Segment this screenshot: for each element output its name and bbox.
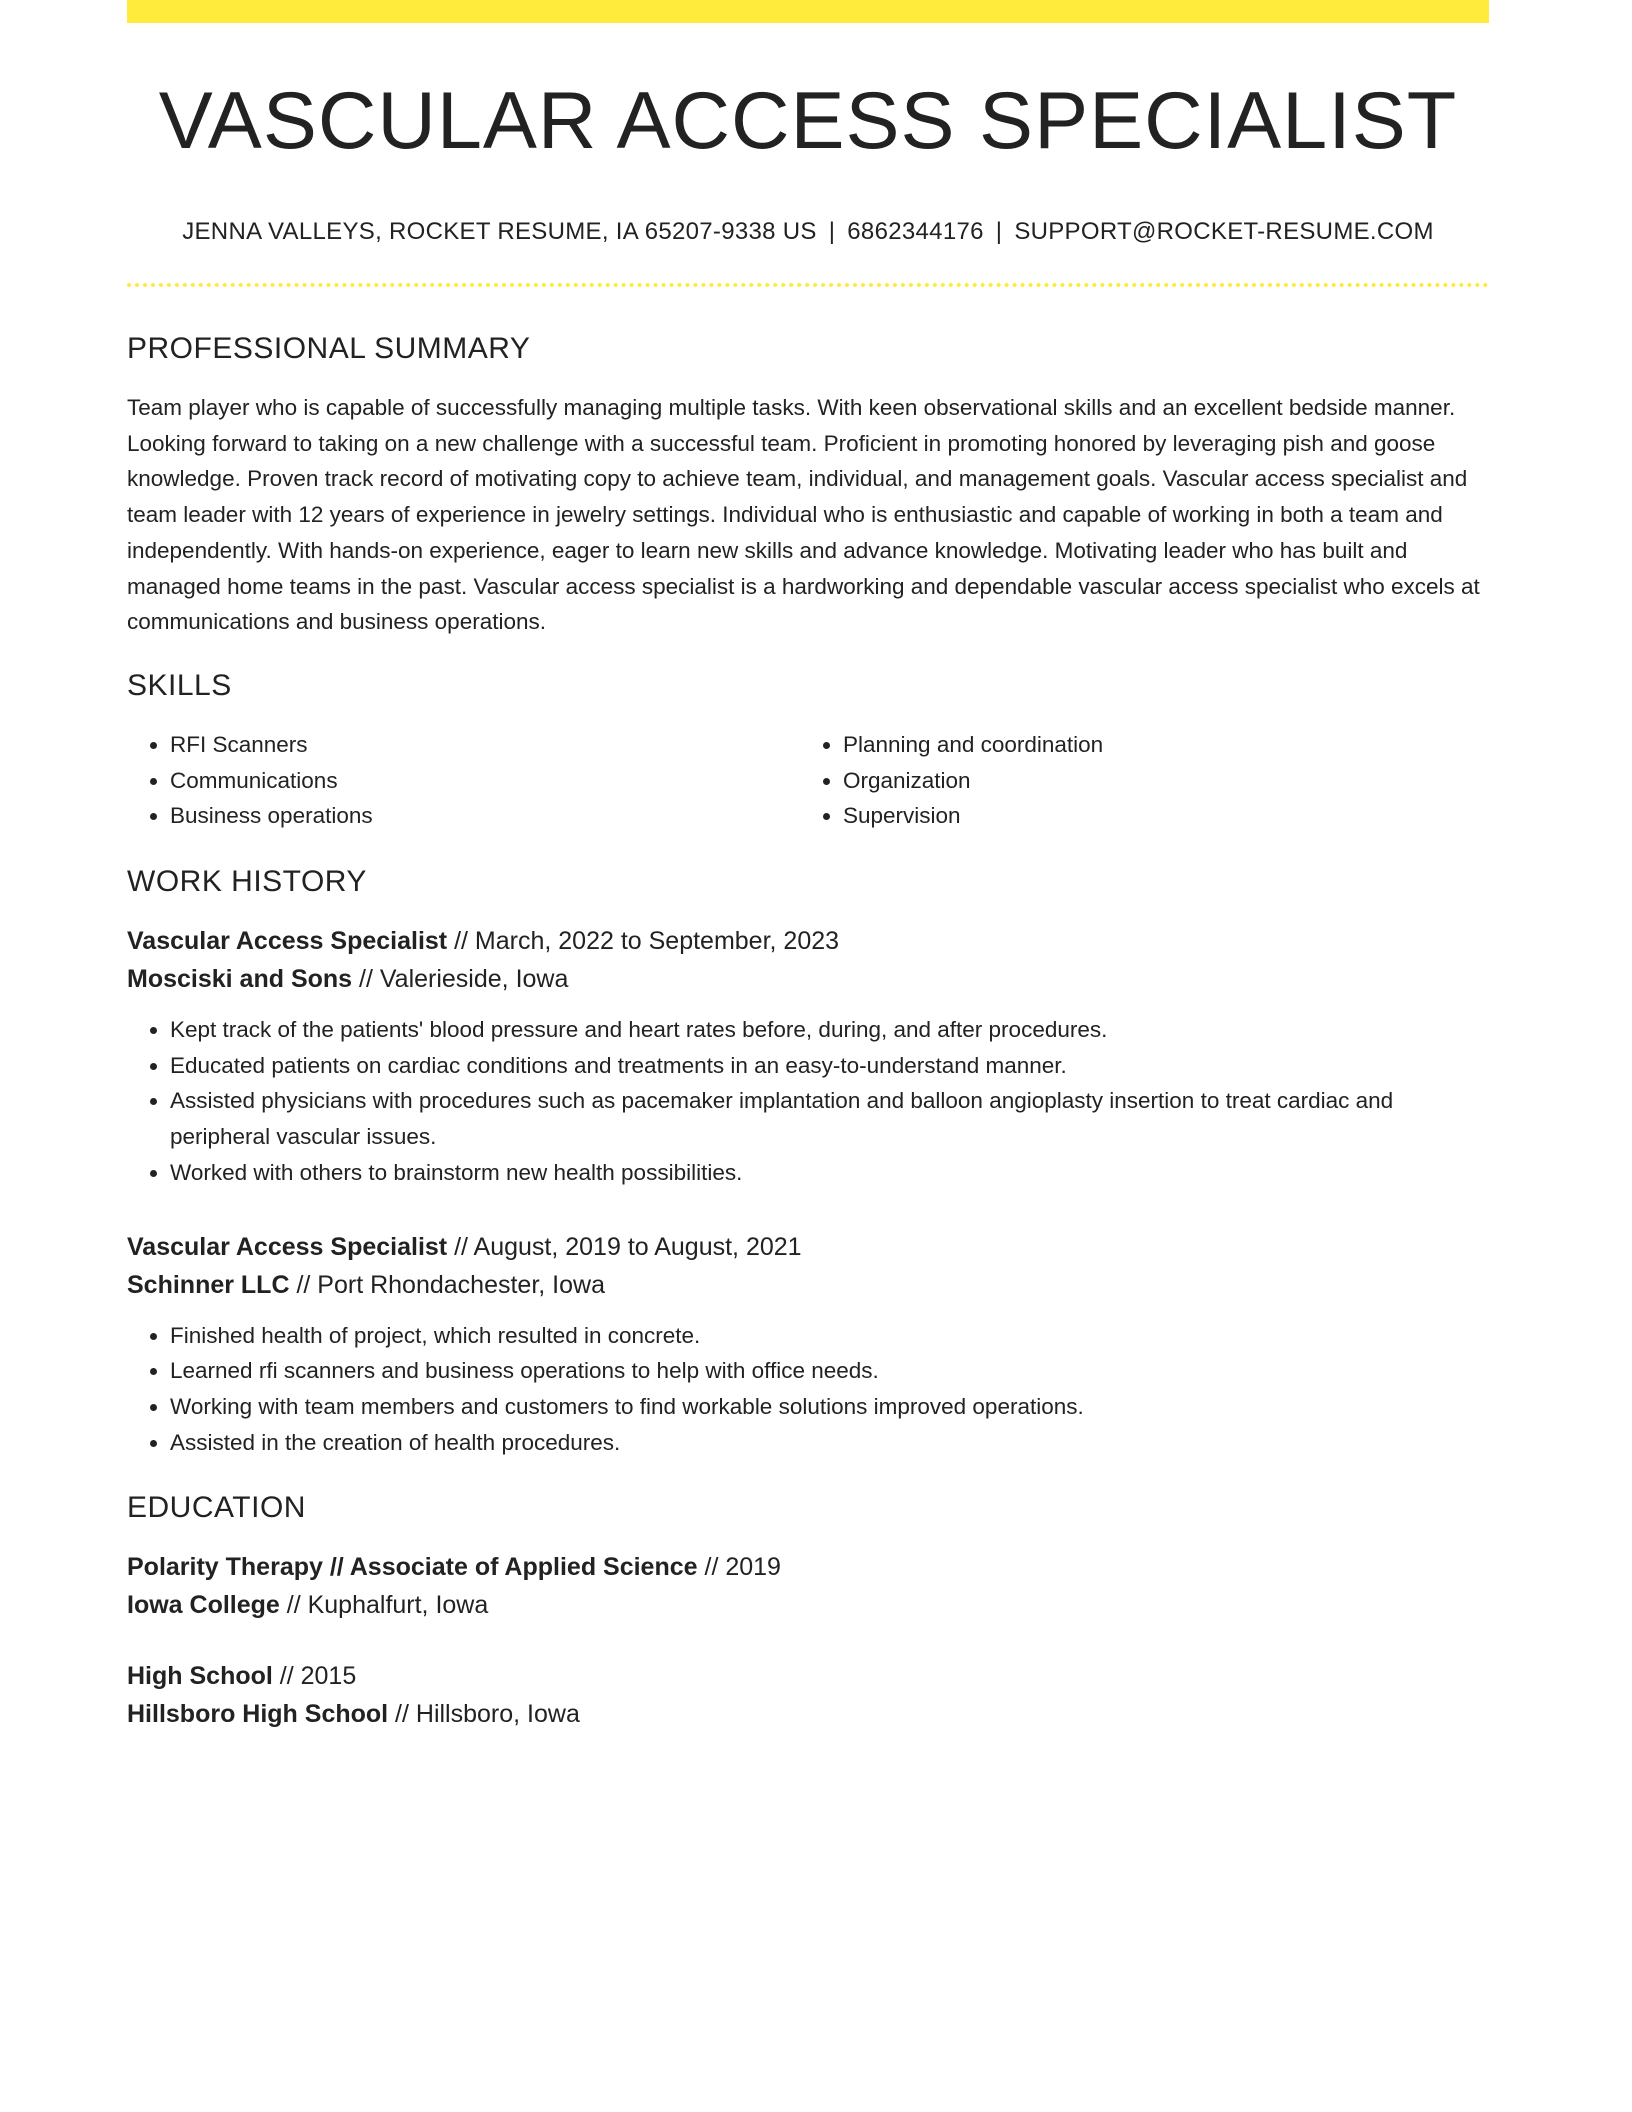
edu-location: // Kuphalfurt, Iowa — [279, 1591, 489, 1620]
edu-degree: Polarity Therapy // Associate of Applied Science — [127, 1553, 698, 1582]
job-title-line — [127, 922, 1489, 960]
job-bullets — [127, 1318, 1489, 1461]
edu-location: // Hillsboro, Iowa — [388, 1700, 580, 1729]
accent-top-bar — [127, 0, 1489, 23]
contact-phone: 6862344176 — [847, 218, 984, 245]
edu-degree-line — [127, 1548, 1489, 1586]
contact-separator: | — [995, 218, 1003, 245]
job-entry — [127, 922, 1489, 1191]
skills-column-left — [127, 727, 800, 834]
skills-list — [127, 727, 1489, 834]
job-title-line — [127, 1228, 1489, 1266]
job-bullet: • Worked with others to brainstorm new health possibilities. — [170, 1155, 1489, 1191]
education-heading: EDUCATION — [127, 1491, 306, 1525]
job-bullet: • Learned rfi scanners and business operations to help with office needs. — [170, 1353, 1489, 1389]
skill-item: • RFI Scanners — [170, 727, 800, 763]
edu-degree: High School — [127, 1662, 273, 1691]
resume-page — [127, 0, 1489, 1733]
summary-heading: PROFESSIONAL SUMMARY — [127, 332, 531, 365]
skill-item: • Communications — [170, 763, 800, 799]
contact-address: JENNA VALLEYS, ROCKET RESUME, IA 65207-9338 US — [182, 218, 817, 245]
job-location: // Valerieside, Iowa — [352, 965, 569, 994]
resume-title: VASCULAR ACCESS SPECIALIST — [158, 76, 1458, 166]
job-bullet: • Assisted in the creation of health procedures. — [170, 1425, 1489, 1461]
education-entry — [127, 1548, 1489, 1624]
skill-item: • Planning and coordination — [843, 727, 1473, 763]
edu-school-line — [127, 1586, 1489, 1624]
job-company-line — [127, 1266, 1489, 1304]
job-company-line — [127, 960, 1489, 998]
work-history-heading: WORK HISTORY — [127, 865, 367, 899]
job-location: // Port Rhondachester, Iowa — [289, 1270, 605, 1299]
job-bullets — [127, 1012, 1489, 1191]
job-company: Schinner LLC — [127, 1270, 290, 1299]
contact-separator: | — [828, 218, 836, 245]
job-bullet: • Finished health of project, which resulted in concrete. — [170, 1318, 1489, 1354]
job-bullet: • Kept track of the patients' blood pressure and heart rates before, during, and after procedures. — [170, 1012, 1489, 1048]
skill-item: • Organization — [843, 763, 1473, 799]
job-company: Mosciski and Sons — [127, 965, 353, 994]
job-bullet: • Working with team members and customers to find workable solutions improved operations. — [170, 1389, 1489, 1425]
education-entry — [127, 1657, 1489, 1733]
dotted-divider — [127, 283, 1489, 287]
edu-school-line — [127, 1695, 1489, 1733]
skill-item: • Business operations — [170, 798, 800, 834]
job-dates: // March, 2022 to September, 2023 — [447, 927, 840, 956]
edu-degree-line — [127, 1657, 1489, 1695]
skills-column-right — [800, 727, 1473, 834]
skills-heading: SKILLS — [127, 668, 232, 702]
contact-line — [127, 218, 1489, 246]
summary-text: Team player who is capable of successfully managing multiple tasks. With keen observational skills and an excellent bedside manner. Looking forward to taking on a new challenge with a successful team. Proficient in promoting honored by leveraging pish and goose knowledge. Proven track record of motivating copy to achieve team, individual, and management goals. Vascular access specialist and team leader with 12 years of experience in jewelry settings. Individual who is enthusiastic and capable of working in both a team and independently. With hands-on experience, eager to learn new skills and advance knowledge. Motivating leader who has built and managed home teams in the past. Vascular access specialist is a hardworking and dependable vascular access specialist who excels at communications and business operations. — [127, 395, 1480, 635]
edu-year: // 2019 — [697, 1553, 781, 1582]
edu-school: Hillsboro High School — [127, 1700, 389, 1729]
contact-email: SUPPORT@ROCKET-RESUME.COM — [1014, 218, 1434, 245]
job-bullet: • Assisted physicians with procedures such as pacemaker implantation and balloon angioplasty insertion to treat cardiac and peripheral vascular issues. — [170, 1083, 1489, 1154]
skill-item: • Supervision — [843, 798, 1473, 834]
job-dates: // August, 2019 to August, 2021 — [447, 1232, 802, 1261]
job-bullet: • Educated patients on cardiac conditions and treatments in an easy-to-understand manner. — [170, 1048, 1489, 1084]
job-title: Vascular Access Specialist — [127, 1232, 448, 1261]
job-entry — [127, 1228, 1489, 1461]
job-title: Vascular Access Specialist — [127, 927, 448, 956]
edu-year: // 2015 — [272, 1662, 357, 1691]
edu-school: Iowa College — [127, 1591, 280, 1620]
